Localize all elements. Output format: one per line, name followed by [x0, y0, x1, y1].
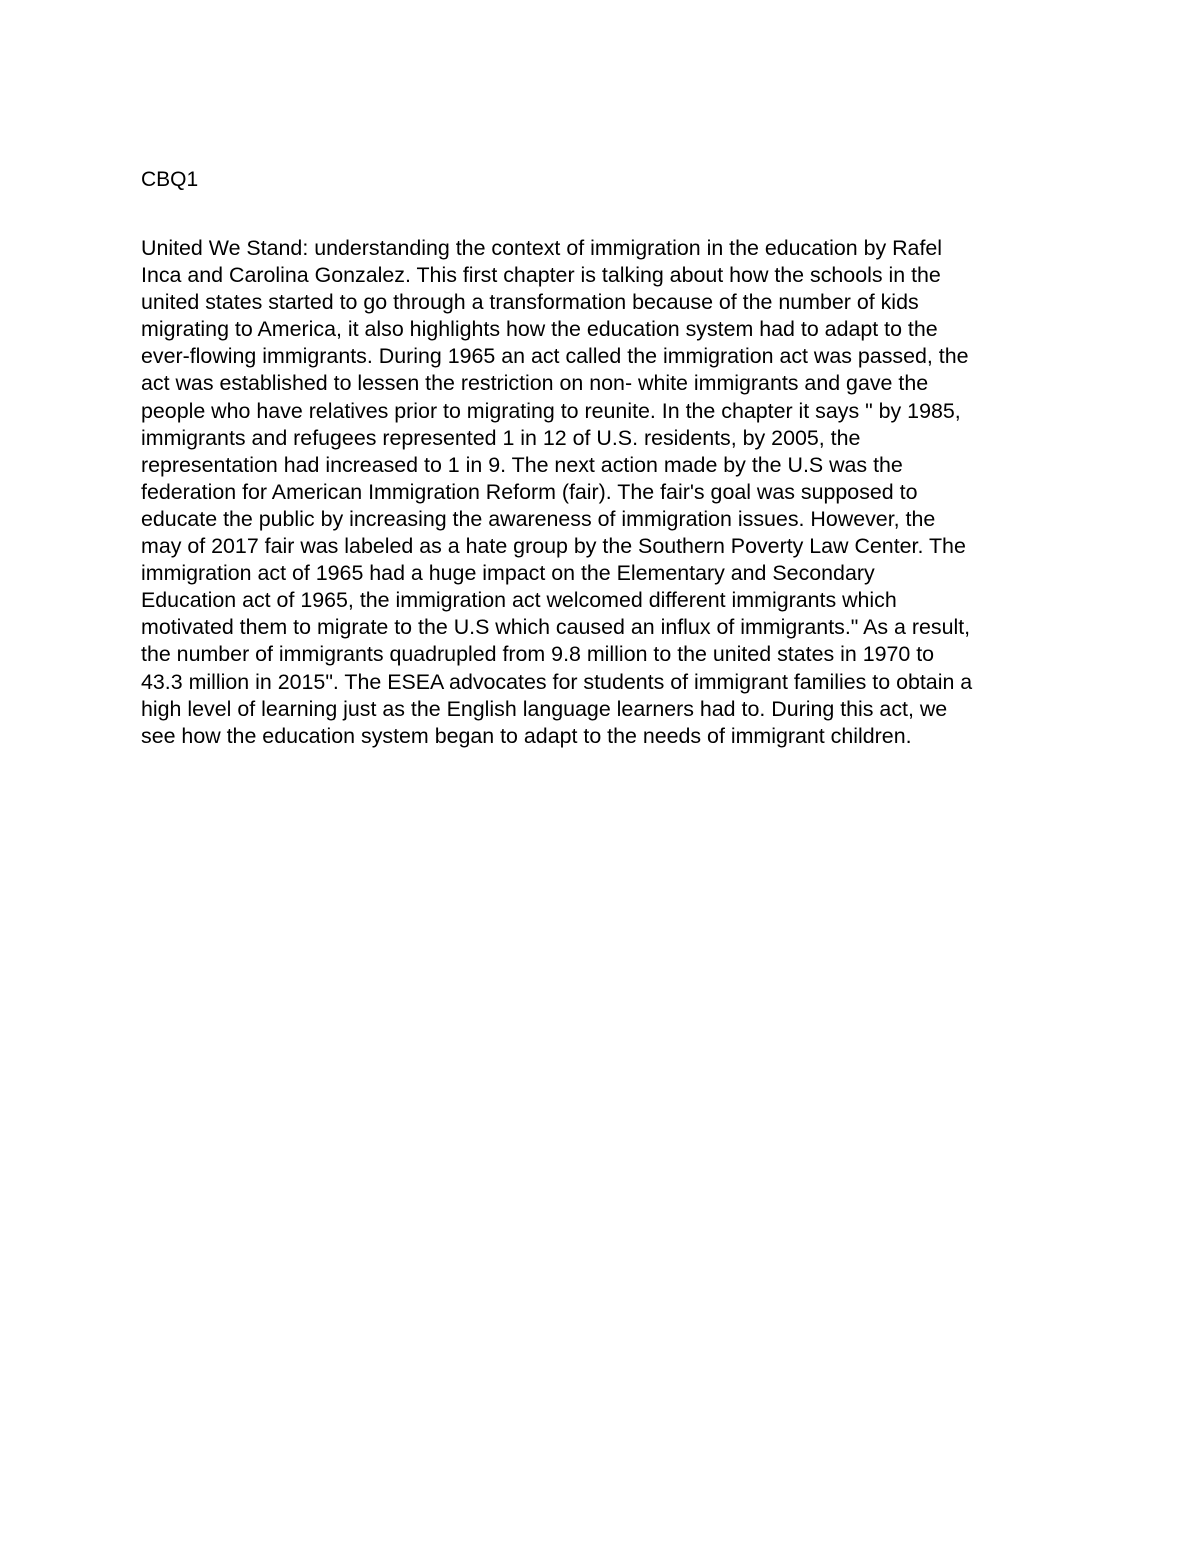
body-line: immigrants and refugees represented 1 in 12 of U.S. residents, by 2005, the	[141, 425, 861, 450]
body-line: 43.3 million in 2015". The ESEA advocates for students of immigrant families to obtain a	[141, 669, 973, 694]
body-line: united states started to go through a transformation because of the number of kids	[141, 290, 919, 315]
body-line: educate the public by increasing the awareness of immigration issues. However, the	[141, 506, 936, 531]
body-line: may of 2017 fair was labeled as a hate group by the Southern Poverty Law Center. The	[141, 534, 966, 559]
body-line: act was established to lessen the restriction on non- white immigrants and gave the	[141, 371, 929, 396]
body-line: United We Stand: understanding the context of immigration in the education by Rafel	[141, 236, 943, 260]
body-line: people who have relatives prior to migrating to reunite. In the chapter it says " by 1985,	[141, 398, 961, 423]
body-line: motivated them to migrate to the U.S which caused an influx of immigrants." As a result,	[141, 615, 971, 640]
body-line: the number of immigrants quadrupled from 9.8 million to the united states in 1970 to	[141, 642, 935, 667]
body-line: migrating to America, it also highlights how the education system had to adapt to the	[141, 317, 938, 342]
body-line: high level of learning just as the English language learners had to. During this act, we	[141, 696, 948, 721]
body-line: immigration act of 1965 had a huge impact on the Elementary and Secondary	[141, 561, 875, 586]
body-line: representation had increased to 1 in 9. The next action made by the U.S was the	[141, 452, 903, 477]
body-line: Education act of 1965, the immigration act welcomed different immigrants which	[141, 588, 897, 613]
document-body	[141, 235, 1071, 750]
body-line: see how the education system began to adapt to the needs of immigrant children.	[141, 723, 912, 748]
document-heading: CBQ1	[141, 168, 199, 191]
body-line: Inca and Carolina Gonzalez. This first chapter is talking about how the schools in the	[141, 263, 941, 288]
body-line: federation for American Immigration Reform (fair). The fair's goal was supposed to	[141, 479, 918, 504]
body-line: ever-flowing immigrants. During 1965 an act called the immigration act was passed, the	[141, 344, 969, 369]
